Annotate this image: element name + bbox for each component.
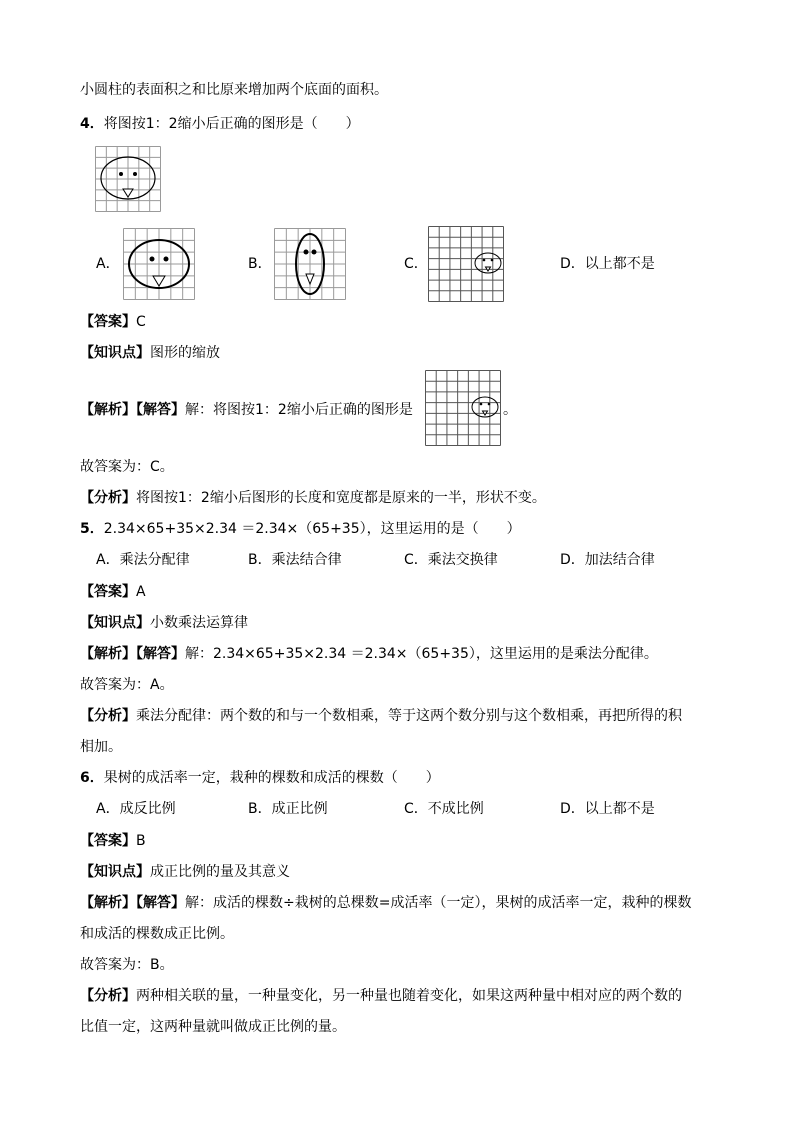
q4-option-d-letter: D． — [560, 256, 585, 272]
q4-analysis-text: 解：将图按1：2缩小后正确的图形是 — [185, 402, 413, 418]
q6-option-d — [560, 799, 655, 819]
q4-option-c-figure — [428, 226, 504, 302]
q5-option-d-text: 加法结合律 — [584, 552, 655, 568]
q5-option-c-letter: C． — [404, 552, 428, 568]
q4-answer-tag: 【答案】 — [80, 314, 136, 330]
q4-option-a-figure — [123, 228, 195, 300]
q6-conclusion: 故答案为：B。 — [80, 957, 174, 973]
q4-number: 4． — [80, 116, 104, 132]
q4-original-figure — [95, 146, 161, 212]
q4-option-c-letter: C． — [404, 256, 428, 272]
q6-note-text-1: 两种相关联的量，一种量变化，另一种量也随着变化，如果这两种量中相对应的两个数的 — [136, 988, 682, 1004]
q5-note-text-1: 乘法分配律：两个数的和与一个数相乘，等于这两个数分别与这个数相乘，再把所得的积 — [136, 708, 682, 724]
q6-option-b — [248, 799, 328, 819]
q4-answer-value: C — [136, 314, 146, 330]
grid-lines — [96, 147, 161, 212]
q4-kp-tag: 【知识点】 — [80, 345, 150, 361]
q6-option-b-letter: B． — [248, 801, 272, 817]
q5-answer — [80, 582, 146, 602]
q5-option-c — [404, 550, 498, 570]
q6-answer-value: B — [136, 833, 146, 849]
q4-analysis-figure — [425, 370, 501, 446]
q5-kp-tag: 【知识点】 — [80, 615, 150, 631]
q5-analysis — [80, 644, 658, 664]
q6-analysis-text-1: 解：成活的棵数÷栽树的总棵数=成活率（一定），果树的成活率一定，栽种的棵数 — [185, 895, 692, 911]
q5-stem-text: 2.34×65+35×2.34 ＝2.34×（65+35），这里运用的是（ ） — [103, 521, 521, 537]
q6-kp-text: 成正比例的量及其意义 — [150, 864, 290, 880]
q6-option-a — [96, 799, 176, 819]
q6-number: 6． — [80, 770, 104, 786]
q6-answer-tag: 【答案】 — [80, 833, 136, 849]
q4-note — [80, 488, 546, 508]
q5-answer-value: A — [136, 584, 146, 600]
grid-lines — [429, 227, 504, 302]
q6-option-c-text: 不成比例 — [427, 801, 484, 817]
q4-stem-text: 将图按1：2缩小后正确的图形是（ ） — [103, 116, 360, 132]
q6-stem-text: 果树的成活率一定，栽种的棵数和成活的棵数（ ） — [103, 770, 440, 786]
q4-conclusion: 故答案为：C。 — [80, 459, 174, 475]
face-drawing — [475, 253, 501, 273]
q5-note-line-1 — [80, 706, 682, 726]
q4-option-b-figure — [274, 228, 346, 300]
q6-option-c — [404, 799, 484, 819]
q4-option-a-letter: A． — [96, 256, 120, 272]
q5-option-a-text: 乘法分配律 — [119, 552, 190, 568]
grid-lines — [275, 229, 346, 300]
q4-stem — [80, 114, 360, 134]
q6-analysis-line-1 — [80, 893, 691, 913]
q5-option-a — [96, 550, 190, 570]
q6-answer — [80, 831, 146, 851]
q6-option-d-letter: D． — [560, 801, 585, 817]
q6-option-c-letter: C． — [404, 801, 428, 817]
q4-analysis — [80, 400, 413, 420]
q4-option-d-text: 以上都不是 — [584, 256, 655, 272]
face-drawing — [472, 397, 498, 417]
q6-kp-tag: 【知识点】 — [80, 864, 150, 880]
q4-answer — [80, 312, 146, 332]
q6-note-line-2: 比值一定，这两种量就叫做成正比例的量。 — [80, 1019, 346, 1035]
q5-option-c-text: 乘法交换律 — [427, 552, 498, 568]
q5-number: 5． — [80, 521, 104, 537]
q5-kp-text: 小数乘法运算律 — [150, 615, 248, 631]
q5-analysis-tag: 【解析】【解答】 — [80, 646, 185, 662]
q5-knowledge-point — [80, 613, 248, 633]
q6-knowledge-point — [80, 862, 290, 882]
q6-option-a-letter: A． — [96, 801, 120, 817]
q5-stem — [80, 519, 521, 539]
q4-note-tag: 【分析】 — [80, 490, 136, 506]
q5-option-b — [248, 550, 342, 570]
q5-conclusion: 故答案为：A。 — [80, 677, 174, 693]
q4-option-d — [560, 254, 655, 274]
q4-kp-text: 图形的缩放 — [150, 345, 220, 361]
q5-option-b-text: 乘法结合律 — [271, 552, 342, 568]
q6-option-b-text: 成正比例 — [271, 801, 328, 817]
q4-knowledge-point — [80, 343, 220, 363]
q5-answer-tag: 【答案】 — [80, 584, 136, 600]
q6-stem — [80, 768, 440, 788]
q5-option-d-letter: D． — [560, 552, 585, 568]
grid-lines — [426, 371, 501, 446]
q6-analysis-tag: 【解析】【解答】 — [80, 895, 185, 911]
q5-option-a-letter: A． — [96, 552, 120, 568]
q5-analysis-text: 解：2.34×65+35×2.34 ＝2.34×（65+35），这里运用的是乘法分配律。 — [185, 646, 658, 662]
q6-analysis-line-2: 和成活的棵数成正比例。 — [80, 926, 234, 942]
q5-note-line-2: 相加。 — [80, 739, 122, 755]
q5-note-tag: 【分析】 — [80, 708, 136, 724]
q6-note-tag: 【分析】 — [80, 988, 136, 1004]
q5-option-d — [560, 550, 655, 570]
q4-option-b-letter: B． — [248, 256, 272, 272]
q6-option-a-text: 成反比例 — [119, 801, 176, 817]
q5-option-b-letter: B． — [248, 552, 272, 568]
intro-line: 小圆柱的表面积之和比原来增加两个底面的面积。 — [80, 82, 388, 98]
q6-option-d-text: 以上都不是 — [584, 801, 655, 817]
q4-analysis-end: 。 — [503, 402, 517, 418]
q4-analysis-tag: 【解析】【解答】 — [80, 402, 185, 418]
q4-note-text: 将图按1：2缩小后图形的长度和宽度都是原来的一半，形状不变。 — [136, 490, 546, 506]
q6-note-line-1 — [80, 986, 682, 1006]
